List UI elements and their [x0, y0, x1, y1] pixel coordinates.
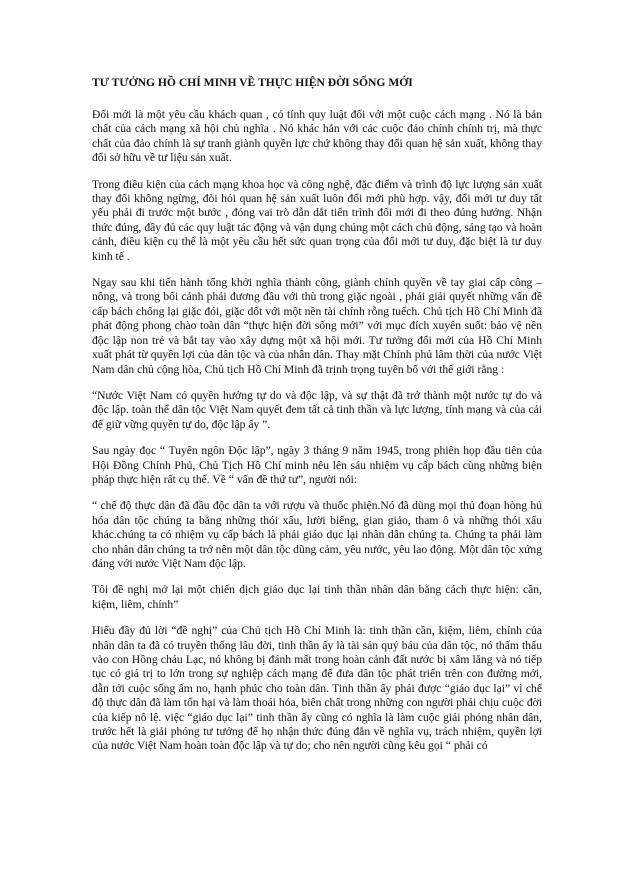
paragraph-3: Ngay sau khi tiến hành tổng khởi nghĩa thành công, giành chính quyền về tay giai cấp công – nông, và trong bối cảnh phải đương đầu với thù trong giặc ngoài , phải giải quyết những vấn đề cấp bách chống lại giặc đói, giặc dốt với một nền tài chính rỗng tuếch. Chủ tịch Hồ Chí Minh đã phát động phong chào toàn dân “thực hiện đời sống mới” với mục đích xuyên suốt: bảo vệ nền độc lập non trẻ và bắt tay vào xây dựng một xã hội mới. Tư tưởng đổi mới của Hồ Chí Minh xuất phát từ quyền lợi của dân tộc và của nhân dân. Thay mặt Chính phủ lâm thời của nước Việt Nam dân chủ cộng hòa, Chủ tịch Hồ Chí Minh đã trịnh trọng tuyên bố với thế giới rằng :	[92, 276, 542, 376]
quote-paragraph-1: “Nước Việt Nam có quyền hưởng tự do và độc lập, và sự thật đã trở thành một nước tự do và độc lập. toàn thể dân tộc Việt Nam quyết đem tất cả tinh thần và lực lượng, tính mạng và của cải để giữ vững quyền tự do, độc lập ấy ”.	[92, 388, 542, 431]
paragraph-2: Trong điều kiện của cách mạng khoa học và công nghệ, đặc điểm và trình độ lực lượng sản xuất thay đổi không ngừng, đòi hỏi quan hệ sản xuất luôn đổi mới phù hợp. vậy, đổi mới tư duy tất yếu phải đi trước một bước , đóng vai trò dẫn dắt tiến trình đổi mới đi theo đúng hướng. Nhận thức đúng, đầy đủ các quy luật tác động và vận dụng chúng một cách chủ động, sáng tạo và hoàn cảnh, điều kiện cụ thể là một yêu cầu hết sức quan trọng của đổi mới tư duy, đặc biệt là tư duy kinh tế .	[92, 177, 542, 263]
paragraph-5: Sau ngày đọc “ Tuyên ngôn Độc lập”, ngày 3 tháng 9 năm 1945, trong phiên họp đầu tiên của Hội Đồng Chính Phủ, Chủ Tịch Hồ Chí minh nêu lên sáu nhiệm vụ cấp bách cùng những biện pháp thực hiện rất cụ thể. Về “ vấn đề thứ tư”, người nói:	[92, 444, 542, 486]
quote-paragraph-2: “ chế độ thực dân đã đầu độc dân ta với rượu và thuốc phiện.Nó đã dùng mọi thủ đoạn hòng hủ hóa dân tộc chúng ta bằng những thói xấu, lười biếng, gian giảo, tham ô và những thói xấu khác.chúng ta có nhiệm vụ cấp bách là phải giáo dục lại nhân dân chúng ta. Chúng ta phải làm cho nhân dân chúng ta trở nên một dân tộc dũng cảm, yêu nước, yêu lao động. Một dân tộc xứng đáng với nước Việt Nam độc lập.	[92, 499, 542, 570]
paragraph-8: Hiểu đầy đủ lời “đề nghị” của Chủ tịch Hồ Chí Minh là: tinh thần cần, kiệm, liêm, chính của nhân dân ta đã có truyền thống lâu đời, tinh thần ấy là tài sản quý báu của dân tộc, nó thấm thấu vào con Hồng cháu Lạc, nó không bị đánh mất trong hoàn cảnh đất nước bị xâm lăng và nó tiếp tục có giá trị to lớn trong sự nghiệp cách mạng để đưa dân tộc phát triển trên con đường mới, dẫn tới cuộc sống ấm no, hạnh phúc cho toàn dân. Tinh thần ấy phải được “giáo dục lại” vì chế độ thực dân đã làm tổn hại và làm thoái hóa, biến chất trong những con người phải chịu cuộc đời của kiếp nô lệ. việc “giáo dục lại” tinh thần ấy cũng có nghĩa là làm cuộc giải phóng nhân dân, trước hết là giải phóng tư tưởng để họ nhận thức đúng đắn về nghĩa vụ, trách nhiệm, quyền lợi của nước Việt Nam hoàn toàn độc lập và tự do; cho nên người cũng kêu gọi “ phải có	[92, 624, 542, 753]
paragraph-1: Đổi mới là một yêu cầu khách quan , có tính quy luật đối với một cuộc cách mạng . Nó là bản chất của cách mạng xã hội chủ nghĩa . Nó khác hẳn với các cuộc đảo chính chính trị, mà thực chất của đảo chính là sự tranh giành quyền lực chứ không thay đổi quan hệ sản xuất, không thay đổi sở hữu về tư liệu sản xuất.	[92, 108, 542, 165]
paragraph-7: Tôi đề nghị mở lại một chiến dịch giáo dục lại tinh thần nhân dân bằng cách thực hiện: cần, kiệm, liêm, chính”	[92, 583, 542, 611]
document-title: TƯ TƯỞNG HỒ CHÍ MINH VỀ THỰC HIỆN ĐỜI SỐNG MỚI	[92, 76, 413, 89]
document-page	[92, 76, 542, 766]
